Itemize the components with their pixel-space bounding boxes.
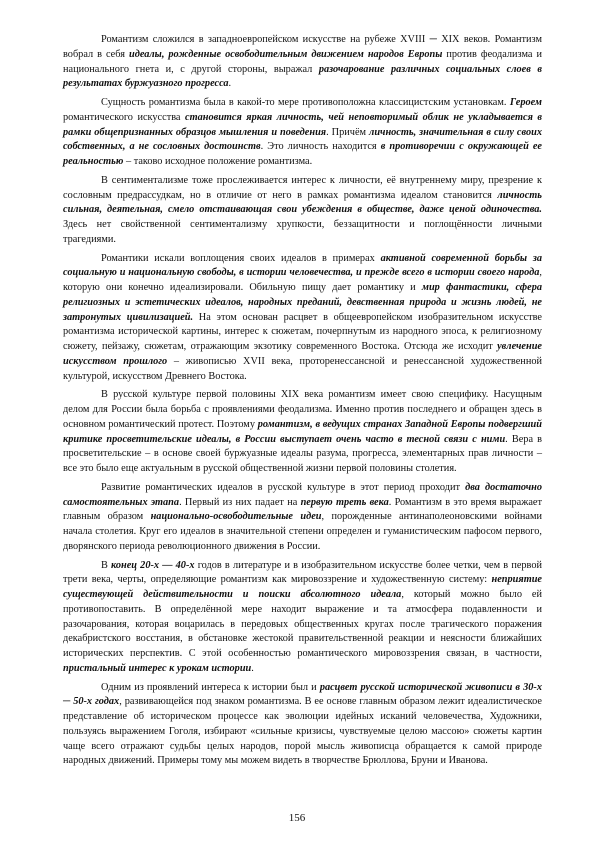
emphasis-text: разочарование различных социальных слоев в результатах буржуазного прогресса: [63, 63, 542, 90]
paragraph-text: На этом основан расцвет в общеевропейском изобразительном искусстве романтизма исторической картины, интерес к сюжетам, почерпнутым из народного эпоса, к религиозному сюжету, пейзажу, сюжетам, отражающим экзотику современного Востока. Отсюда же исходит: [63, 311, 543, 352]
emphasis-text: увлечение искусством прошлого: [63, 341, 542, 367]
paragraph-5: [63, 388, 542, 477]
emphasis-text: неприятие существующей действительности и поиски абсолютного идеала: [63, 574, 542, 600]
emphasis-text: расцвет русской исторической живописи в 30-х ─ 50-х годах: [63, 681, 543, 708]
paragraph-text: . Это личность находится: [260, 141, 381, 153]
paragraph-text: романтического искусства: [63, 111, 185, 123]
emphasis-text: становится яркая личность, чей неповторимый облик не укладывается в рамки общепризнанных образцов мышления и поведения: [63, 111, 542, 138]
paragraph-8: [63, 681, 542, 770]
paragraph-text: . Романтизм в это время выражает главным образом: [63, 496, 542, 523]
emphasis-text: активной современной борьбы за социальную и национальную свободы, в истории человечества, и прежде всего в истории своего народа: [63, 252, 542, 279]
paragraph-text: В сентиментализме тоже прослеживается интерес к личности, её внутреннему миру, презрение к сословным предрассудкам, но в отличие от него в рамках романтизма идеалом становится: [63, 174, 542, 201]
paragraph-text: Сущность романтизма была в какой-то мере противоположна классицистским установкам.: [101, 97, 510, 108]
emphasis-text: Героем: [509, 97, 542, 108]
paragraph-text: . Первый из них падает на: [179, 496, 301, 508]
paragraph-text: против феодализма и национального гнета и, с другой стороны, выражал: [63, 48, 542, 75]
paragraph-text: , которую они конечно идеализировали. Обильную пищу дает романтику и: [63, 267, 542, 293]
emphasis-text: два достаточно самостоятельных этапа: [63, 481, 542, 508]
emphasis-text: личность, значительная в силу своих собственных, а не сословных достоинств: [63, 126, 542, 153]
paragraph-text: Здесь нет свойственной сентиментализму хрупкости, беззащитности и поглощённости личными трагедиями.: [63, 219, 542, 245]
emphasis-text: конец 20-х — 40-х: [111, 559, 195, 571]
paragraph-text: В русской культуре первой половины XIX века романтизм имеет свою специфику. Насущным делом для России была борьба с проявлениями феодализма. Именно против последнего и обращен здесь в основном романтический протест. Поэтому: [63, 389, 542, 430]
emphasis-text: личность сильная, деятельная, смело отстаивающая свои убеждения в обществе, даже ценой одиночества.: [63, 189, 542, 216]
paragraph-3: [63, 174, 542, 248]
emphasis-text: романтизм, в ведущих странах Западной Европы подвергший критике просветительские идеалы, в России выступает очень часто в тесной связи с ними: [63, 418, 542, 445]
paragraph-text: В: [101, 559, 112, 571]
paragraph-text: Романтизм сложился в западноевропейском искусстве на рубеже XVIII ─ XIX веков. Романтизм вобрал в себя: [63, 34, 542, 60]
paragraph-7: [63, 559, 542, 677]
paragraph-text: Развитие романтических идеалов в русской культуре в этот период проходит: [101, 481, 466, 493]
paragraph-text: Романтики искали воплощения своих идеалов в примерах: [101, 252, 381, 264]
paragraph-text: , развивающейся под знаком романтизма. В ее основе главным образом лежит идеалистическое представление об историческом процессе как эволюции идейных исканий человечества, Художники, пользуясь выражением Гоголя, избирают «сильные кризисы, чувствуемые целою массою» сюжеты картин чаще всего отражают судьбы целых народов, порой мысль живописца обращается к самой природе народных движений. Примеры тому мы можем видеть в творчестве Брюллова, Бруни и Иванова.: [63, 696, 542, 767]
emphasis-text: первую треть века: [300, 496, 389, 508]
paragraph-text: .: [228, 78, 232, 90]
paragraph-2: [63, 96, 542, 170]
paragraph-text: , порожденные антинаполеоновскими войнами начала столетия. Круг его идеалов в значительной степени определен и гуманистическим пафосом первого, дворянского периода революционного движения в России.: [63, 511, 542, 552]
emphasis-text: мир фантастики, сфера религиозных и эстетических идеалов, народных преданий, девственная природа и жизнь людей, не затронутых цивилизацией.: [63, 282, 542, 323]
paragraph-text: – живописью XVII века, проторенессансной и ренессансной художественной культурой, искусством Древнего Востока.: [63, 355, 542, 382]
paragraph-6: [63, 481, 542, 555]
paragraph-text: годов в литературе и в изобразительном искусстве более четки, чем в первой трети века, черты, определяющие романтизм как мировоззрение и художественную систему:: [63, 559, 542, 586]
paragraph-text: – таково исходное положение романтизма.: [123, 156, 313, 167]
emphasis-text: пристальный интерес к урокам истории: [63, 662, 252, 674]
emphasis-text: в противоречии с окружающей ее реальностью: [63, 141, 543, 167]
paragraph-text: . Вера в просветительские – в основе своей буржуазные идеалы разума, прогресса, элементарных прав личности – все это было еще актуальным в русской общественной жизни первой половины столетия.: [63, 433, 542, 474]
paragraph-text: , который можно было ей противопоставить. В определённой мере находит выражение и та атмосфера подавленности и разочарования, которая воцарилась в передовых общественных кругах после трагического поражения декабристского восстания, в обстановке жестокой правительственной реакции и неясности ближайших исторических перспектив. С этой особенностью романтического мировоззрения связан, в частности,: [63, 589, 542, 659]
paragraph-text: Одним из проявлений интереса к истории был и: [101, 681, 320, 693]
emphasis-text: идеалы, рожденные освободительным движением народов Европы: [128, 48, 443, 60]
paragraph-4: [63, 252, 542, 385]
paragraph-text: . Причём: [326, 126, 370, 138]
body-text: [63, 33, 542, 769]
page-number: 156: [288, 812, 306, 824]
paragraph-1: [63, 33, 542, 92]
paragraph-text: .: [251, 662, 254, 674]
emphasis-text: национально-освободительные идеи: [150, 511, 322, 523]
